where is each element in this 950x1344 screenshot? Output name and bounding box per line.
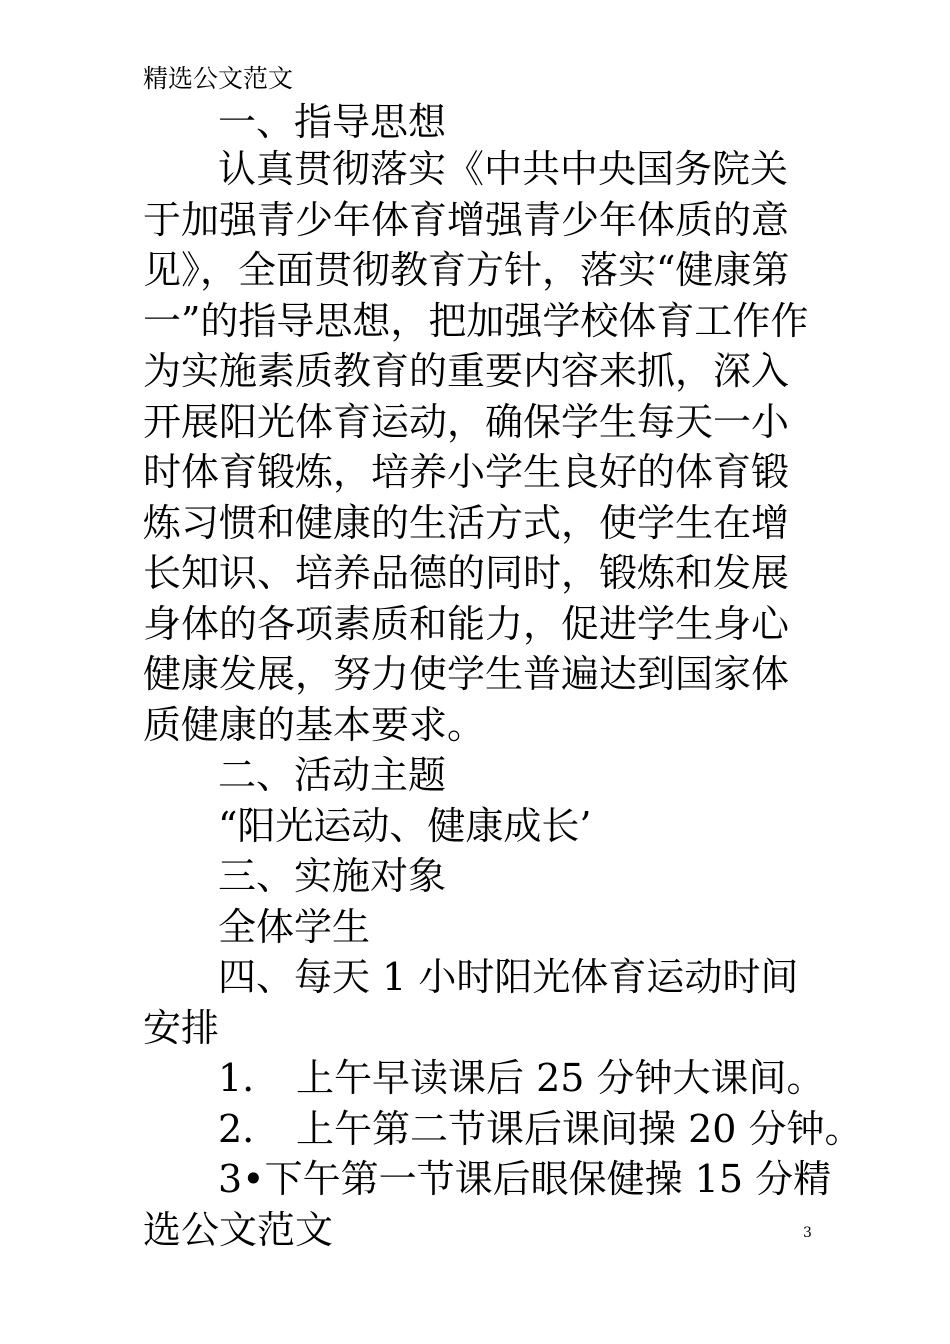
paragraph-line: 长知识、培养品德的同时，锻炼和发展 <box>143 551 790 595</box>
list-item-number: 1. <box>218 1056 255 1100</box>
paragraph-line: 开展阳光体育运动，确保学生每天一小 <box>143 400 790 444</box>
section-heading-schedule: 四、每天 1 小时阳光体育运动时间 <box>218 955 799 999</box>
paragraph-line: 质健康的基本要求。 <box>143 703 486 747</box>
paragraph-line: 为实施素质教育的重要内容来抓，深入 <box>143 349 790 393</box>
target-text: 全体学生 <box>218 905 371 949</box>
list-item-text: 上午第二节课后课间操 20 分钟。 <box>296 1107 863 1151</box>
list-item-number: 2. <box>218 1107 255 1151</box>
page-number: 3 <box>803 1225 812 1241</box>
section-heading-guiding-ideology: 一、指导思想 <box>218 100 447 144</box>
paragraph-line: 于加强青少年体育增强青少年体质的意 <box>143 198 790 242</box>
list-item: 3•下午第一节课后眼保健操 15 分精 <box>218 1157 832 1201</box>
page-header: 精选公文范文 <box>143 64 294 93</box>
list-item <box>218 1053 825 1103</box>
section-heading-schedule-cont: 安排 <box>143 1006 220 1050</box>
paragraph-line: 健康发展，努力使学生普遍达到国家体 <box>143 652 790 696</box>
list-item-text: 上午早读课后 25 分钟大课间。 <box>296 1056 825 1100</box>
paragraph-line: 时体育锻炼，培养小学生良好的体育锻 <box>143 450 790 494</box>
activity-theme-text: “阳光运动、健康成长’ <box>218 804 592 848</box>
list-item <box>218 1104 863 1154</box>
paragraph-line: 一”的指导思想，把加强学校体育工作作 <box>143 299 809 343</box>
section-heading-activity-theme: 二、活动主题 <box>218 753 447 797</box>
paragraph-line: 炼习惯和健康的生活方式，使学生在增 <box>143 501 790 545</box>
footer-text: 选公文范文 <box>143 1208 334 1252</box>
paragraph-line: 见》，全面贯彻教育方针，落实“健康第 <box>143 248 790 292</box>
paragraph-line: 身体的各项素质和能力，促进学生身心 <box>143 602 790 646</box>
section-heading-target: 三、实施对象 <box>218 854 447 898</box>
paragraph-line: 认真贯彻落实《中共中央国务院关 <box>218 147 789 191</box>
